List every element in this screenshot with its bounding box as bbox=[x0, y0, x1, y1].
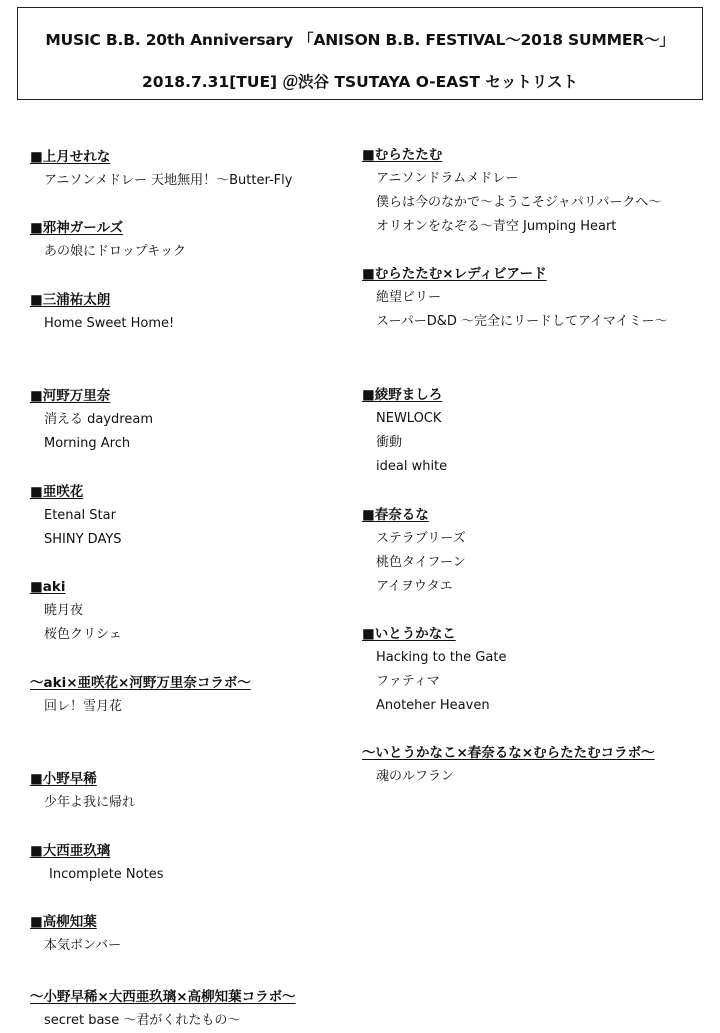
collab-block bbox=[362, 741, 655, 789]
collab-block bbox=[30, 985, 296, 1033]
song-title: アニソンメドレー 天地無用！〜Butter-Fly bbox=[44, 173, 293, 188]
song-title: 絶望ビリー bbox=[376, 290, 442, 305]
artist-heading: ■河野万里奈 bbox=[30, 388, 111, 404]
collab-block bbox=[362, 262, 668, 334]
collab-heading: 〜いとうかなこ×春奈るな×むらたたむコラボ〜 bbox=[362, 745, 655, 761]
song-title: 桃色タイフーン bbox=[376, 555, 466, 570]
song-title: あの娘にドロップキック bbox=[44, 244, 186, 259]
artist-block bbox=[30, 384, 153, 456]
artist-heading: ■綾野ましろ bbox=[362, 387, 443, 403]
artist-block bbox=[30, 216, 186, 264]
song-title: Hacking to the Gate bbox=[376, 650, 507, 665]
artist-block bbox=[30, 575, 122, 647]
song-title: 桜色クリシェ bbox=[44, 627, 122, 642]
collab-heading: 〜小野早稀×大西亜玖璃×高柳知葉コラボ〜 bbox=[30, 989, 296, 1005]
song-title: 消える daydream bbox=[44, 412, 153, 427]
artist-block bbox=[30, 480, 122, 552]
song-title: SHINY DAYS bbox=[44, 532, 122, 547]
event-date-venue: 2018.7.31[TUE] ＠渋谷 TSUTAYA O-EAST セットリスト bbox=[141, 73, 579, 91]
artist-heading: ■邪神ガールズ bbox=[30, 220, 124, 236]
song-title: ステラブリーズ bbox=[376, 531, 466, 546]
song-title: 暁月夜 bbox=[44, 603, 84, 618]
collab-block bbox=[30, 671, 251, 719]
song-title: アイヲウタエ bbox=[376, 579, 453, 594]
song-title: ideal white bbox=[376, 459, 448, 474]
artist-heading: ■いとうかなこ bbox=[362, 626, 456, 642]
artist-block bbox=[30, 910, 121, 958]
artist-block bbox=[30, 767, 135, 815]
song-title: ファティマ bbox=[376, 674, 440, 689]
song-title: Etenal Star bbox=[44, 508, 116, 523]
song-title: 衝動 bbox=[376, 435, 403, 450]
artist-heading: ■亜咲花 bbox=[30, 484, 84, 500]
song-title: 回レ！雪月花 bbox=[44, 699, 123, 714]
song-title: Anoteher Heaven bbox=[376, 698, 490, 713]
artist-heading: ■高柳知葉 bbox=[30, 914, 97, 930]
artist-heading: ■むらたたむ bbox=[362, 147, 443, 163]
song-title: NEWLOCK bbox=[376, 411, 442, 426]
artist-block bbox=[362, 622, 506, 718]
artist-block bbox=[362, 503, 466, 599]
song-title: オリオンをなぞる〜青空 Jumping Heart bbox=[376, 219, 617, 234]
artist-block bbox=[30, 288, 174, 336]
song-title: Home Sweet Home! bbox=[44, 316, 175, 331]
collab-heading: 〜aki×亜咲花×河野万里奈コラボ〜 bbox=[30, 675, 251, 691]
song-title: 本気ボンバー bbox=[44, 938, 122, 953]
artist-heading: ■三浦祐太朗 bbox=[30, 292, 111, 308]
artist-heading: ■aki bbox=[30, 579, 66, 595]
song-title: secret base 〜君がくれたもの〜 bbox=[44, 1013, 241, 1028]
artist-heading: ■上月せれな bbox=[30, 149, 111, 165]
artist-heading: ■大西亜玖璃 bbox=[30, 843, 111, 859]
song-title: Morning Arch bbox=[44, 436, 131, 451]
artist-block bbox=[362, 383, 447, 479]
song-title: Incomplete Notes bbox=[49, 867, 164, 882]
song-title: 僕らは今のなかで〜ようこそジャパリパークへ〜 bbox=[376, 195, 662, 210]
artist-block bbox=[30, 145, 292, 193]
artist-heading: ■小野早稀 bbox=[30, 771, 97, 787]
song-title: スーパーD&D 〜完全にリードしてアイマイミー〜 bbox=[376, 314, 668, 329]
collab-heading: ■むらたたむ×レディビアード bbox=[362, 266, 547, 282]
song-title: 魂のルフラン bbox=[376, 769, 455, 784]
setlist-header bbox=[17, 7, 703, 100]
song-title: アニソンドラムメドレー bbox=[376, 171, 519, 186]
event-title: MUSIC B.B. 20th Anniversary 「ANISON B.B. FESTIVAL〜2018 SUMMER〜」 bbox=[45, 31, 675, 49]
artist-block bbox=[362, 143, 661, 239]
artist-block bbox=[30, 839, 163, 887]
artist-heading: ■春奈るな bbox=[362, 507, 429, 523]
song-title: 少年よ我に帰れ bbox=[44, 795, 136, 810]
